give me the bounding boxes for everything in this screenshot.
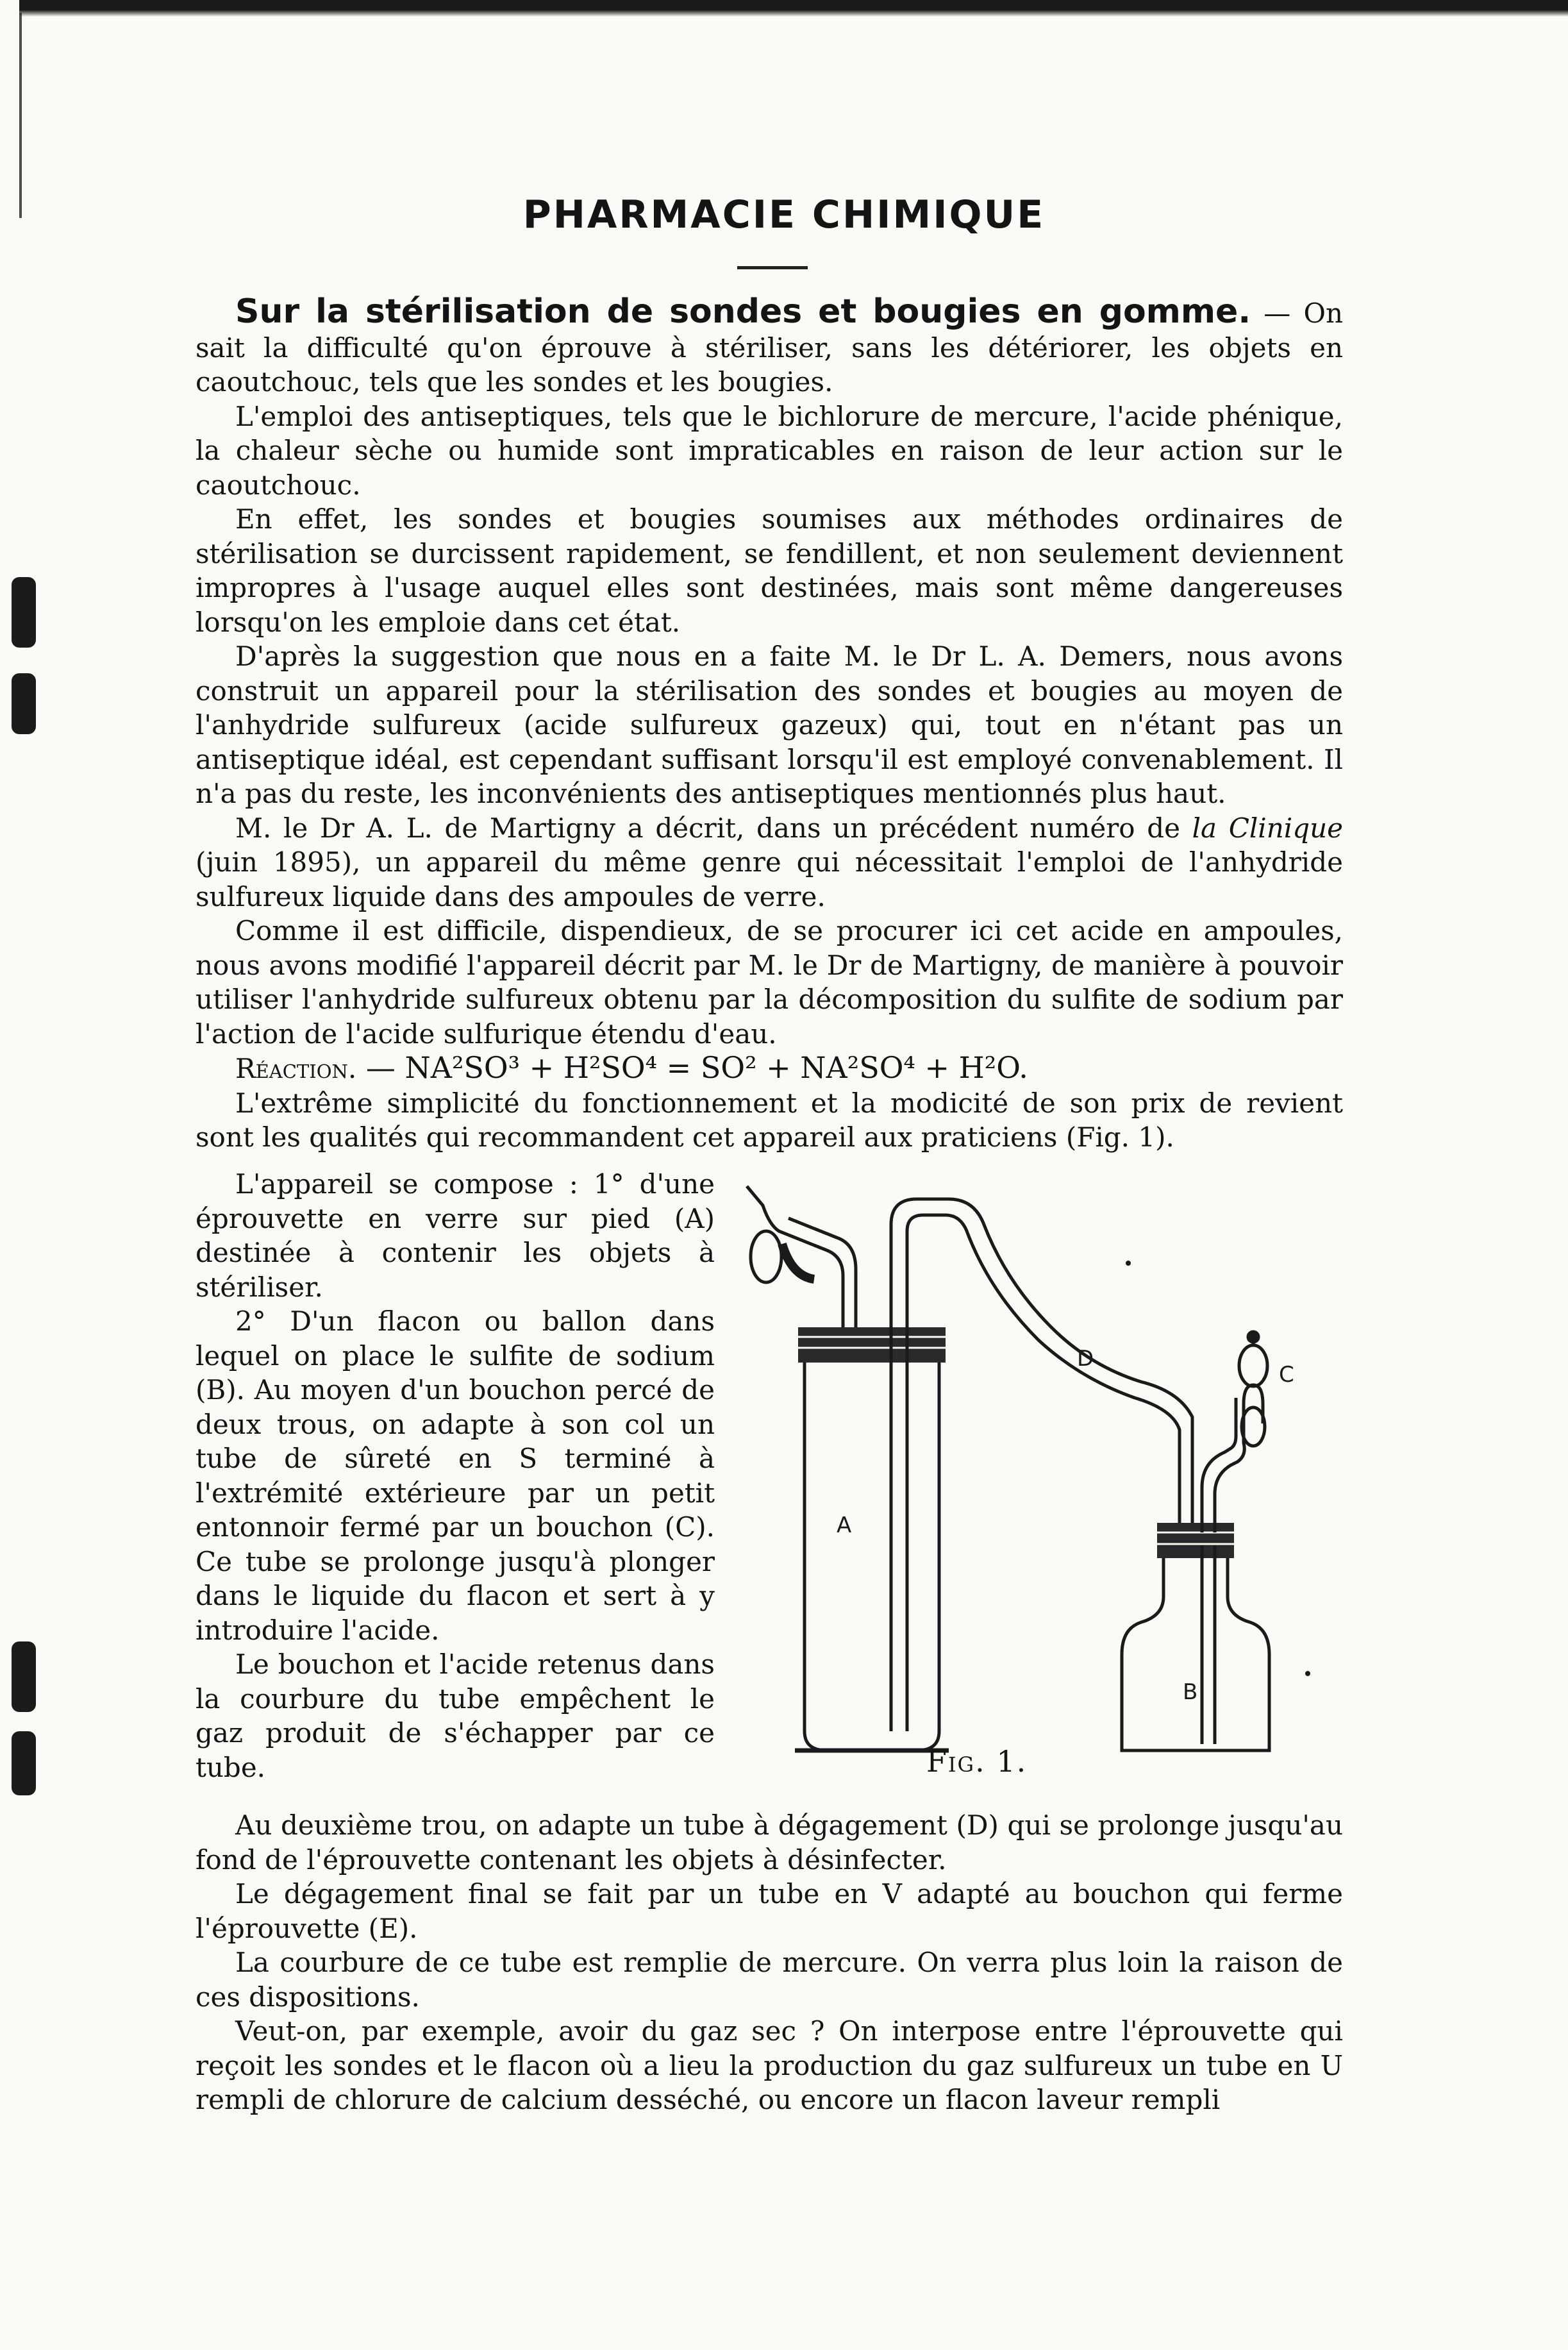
- paragraph: La courbure de ce tube est remplie de mercure. On verra plus loin la raison de ces dispositions.: [196, 1947, 1343, 2013]
- binding-mark-3: [12, 1641, 36, 1712]
- paragraph: En effet, les sondes et bougies soumises aux méthodes ordinaires de stérilisation se durcissent rapidement, se fendillent, et non seulement deviennent impropres à l'usage auquel elles sont destinées, mais sont même dangereuses lorsqu'on les emploie dans cet état.: [196, 503, 1343, 638]
- paragraph: L'emploi des antiseptiques, tels que le bichlorure de mercure, l'acide phénique, la chaleur sèche ou humide sont impraticables en raison de leur action sur le caoutchouc.: [196, 400, 1343, 501]
- paragraph: L'extrême simplicité du fonctionnement et la modicité de son prix de revient sont les qualités qui recommandent cet appareil aux praticiens (Fig. 1).: [196, 1087, 1343, 1153]
- reaction-line: [196, 1051, 1343, 1086]
- v-tube-e: [747, 1186, 856, 1327]
- label-c: C: [1279, 1362, 1294, 1388]
- scan-left-edge: [19, 13, 28, 218]
- paragraph: L'appareil se compose : 1° d'une éprouvette en verre sur pied (A) destinée à contenir les objets à stériliser.: [196, 1168, 715, 1303]
- paragraph: Au deuxième trou, on adapte un tube à dégagement (D) qui se prolonge jusqu'au fond de l'éprouvette contenant les objets à désinfecter.: [196, 1809, 1343, 1876]
- text-bottom: [196, 1808, 1343, 2117]
- binding-mark-2: [12, 673, 36, 734]
- paragraph: Le dégagement final se fait par un tube en V adapté au bouchon qui ferme l'éprouvette (E).: [196, 1878, 1343, 1944]
- label-b: B: [1183, 1679, 1198, 1705]
- paragraph-martigny: M. le Dr A. L. de Martigny a décrit, dans un précédent numéro de la Clinique (juin 1895), un appareil du même genre qui nécessitait l'emploi de l'anhydride sulfureux liquide dans des ampoules de verre.: [196, 812, 1344, 912]
- binding-mark-1: [12, 577, 36, 648]
- text-side: [196, 1167, 715, 1784]
- article-intro-text: — On sait la difficulté qu'on éprouve à stériliser, sans les détériorer, les objets en caoutchouc, tels que les sondes et les bougies.: [196, 298, 1343, 398]
- apparatus-figure: [731, 1173, 1359, 1789]
- header-rule: [737, 266, 808, 269]
- paragraph: D'après la suggestion que nous en a faite M. le Dr L. A. Demers, nous avons construit un appareil pour la stérilisation des sondes et bougies au moyen de l'anhydride sulfureux (acide sulfureux gazeux) qui, tout en n'étant pas un antiseptique idéal, est cependant suffisant lorsqu'il est employé convenablement. Il n'a pas du reste, les inconvénients des antiseptiques mentionnés plus haut.: [196, 641, 1343, 809]
- article-intro: [196, 292, 1343, 399]
- flask-b: [1122, 1523, 1269, 1750]
- scan-top-edge: [19, 0, 1568, 17]
- figure-caption: Fig. 1.: [926, 1744, 1028, 1779]
- article-title: Sur la stérilisation de sondes et bougies en gomme.: [235, 292, 1251, 331]
- delivery-tube-d: [891, 1199, 1192, 1731]
- paragraph: Veut-on, par exemple, avoir du gaz sec ? On interpose entre l'éprouvette qui reçoit les sondes et le flacon où a lieu la production du gaz sulfureux un tube en U rempli de chlorure de calcium desséché, ou encore un flacon laveur rempli: [196, 2015, 1343, 2115]
- paragraph: Le bouchon et l'acide retenus dans la courbure du tube empêchent le gaz produit de s'échapper par ce tube.: [196, 1649, 715, 1783]
- text-top: [196, 292, 1344, 1155]
- speck: [1126, 1261, 1131, 1266]
- paragraph: 2° D'un flacon ou ballon dans lequel on place le sulfite de sodium (B). Au moyen d'un bouchon percé de deux trous, on adapte à son col un tube de sûreté en S terminé à l'extrémité extérieure par un petit entonnoir fermé par un bouchon (C). Ce tube se prolonge jusqu'à plonger dans le liquide du flacon et sert à y introduire l'acide.: [196, 1305, 715, 1646]
- speck: [1305, 1671, 1310, 1676]
- reaction-label: Réaction.: [235, 1053, 357, 1084]
- label-a: A: [837, 1513, 852, 1538]
- label-d: D: [1077, 1346, 1094, 1372]
- paragraph: Comme il est difficile, dispendieux, de se procurer ici cet acide en ampoules, nous avons modifié l'appareil décrit par M. le Dr de Martigny, de manière à pouvoir utiliser l'anhydride sulfureux obtenu par la décomposition du sulfite de sodium par l'action de l'acide sulfurique étendu d'eau.: [196, 915, 1343, 1050]
- reaction-equation: — NA²SO³ + H²SO⁴ = SO² + NA²SO⁴ + H²O.: [356, 1050, 1028, 1085]
- journal-title: la Clinique: [1192, 812, 1344, 844]
- binding-mark-4: [12, 1731, 36, 1795]
- test-tube-a: [795, 1327, 949, 1750]
- page-header: PHARMACIE CHIMIQUE: [522, 192, 1046, 237]
